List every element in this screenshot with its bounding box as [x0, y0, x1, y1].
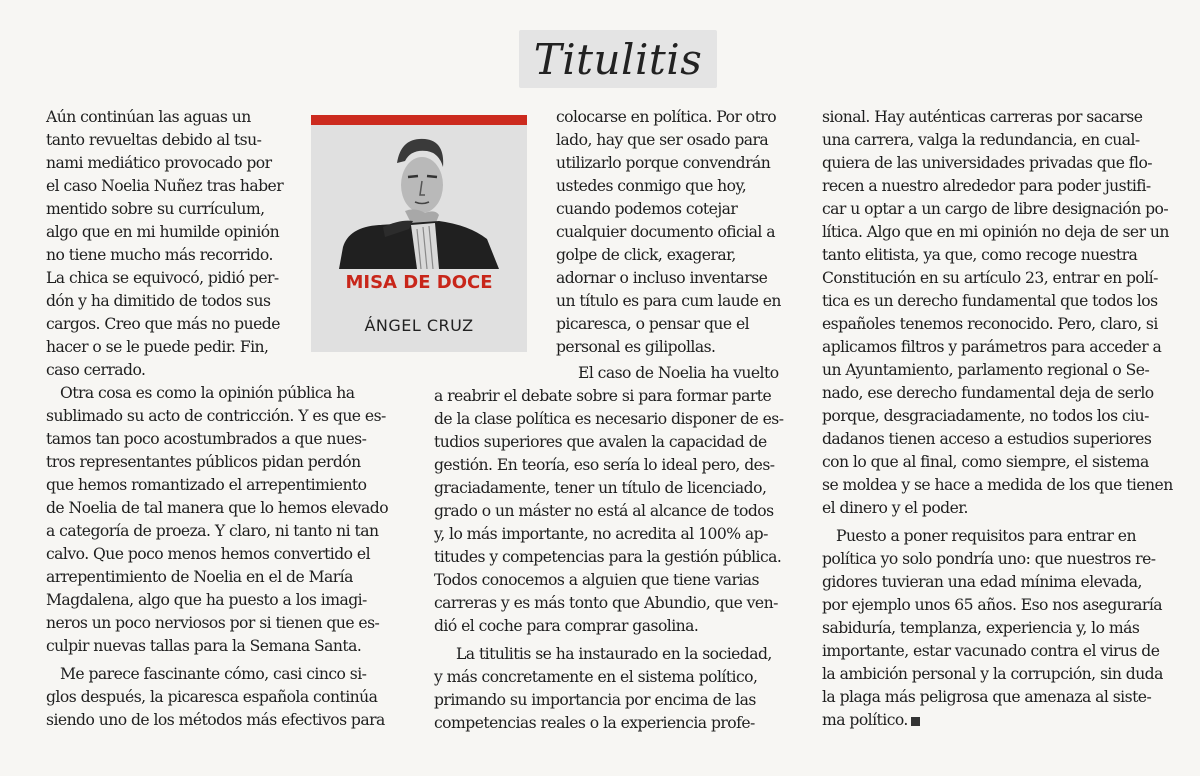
text-line: se moldea y se hace a medida de los que tienen — [822, 476, 1173, 494]
text-line: La titulitis se ha instaurado en la sociedad, — [456, 645, 772, 663]
text-line: El caso de Noelia ha vuelto — [578, 364, 779, 382]
text-line: tanto revueltas debido al tsu- — [46, 131, 262, 149]
text-line: sublimado su acto de contricción. Y es que es- — [46, 407, 386, 425]
text-line: lítica. Algo que en mi opinión no deja de ser un — [822, 223, 1169, 241]
text-line: españoles tenemos reconocido. Pero, claro, si — [822, 315, 1158, 333]
red-accent-bar — [311, 115, 527, 125]
text-line: que hemos romantizado el arrepentimiento — [46, 476, 367, 494]
text-line: gidores tuvieran una edad mínima elevada, — [822, 573, 1142, 591]
text-line: arrepentimiento de Noelia en el de María — [46, 568, 353, 586]
text-line: golpe de click, exagerar, — [556, 246, 736, 264]
text-line: de Noelia de tal manera que lo hemos elevado — [46, 499, 389, 517]
text-line: cualquier documento oficial a — [556, 223, 775, 241]
text-line: nado, ese derecho fundamental deja de serlo — [822, 384, 1154, 402]
text-line: a reabrir el debate sobre si para formar parte — [434, 387, 772, 405]
text-line: mentido sobre su currículum, — [46, 200, 265, 218]
author-name: ÁNGEL CRUZ — [364, 316, 474, 335]
text-line: dadanos tienen acceso a estudios superiores — [822, 430, 1152, 448]
text-line: Aún continúan las aguas un — [46, 108, 251, 126]
text-line: no tiene mucho más recorrido. — [46, 246, 273, 264]
text-line: tanto elitista, ya que, como recoge nuestra — [822, 246, 1138, 264]
text-line: La chica se equivocó, pidió per- — [46, 269, 279, 287]
text-line: adornar o incluso inventarse — [556, 269, 768, 287]
text-line: importante, estar vacunado contra el virus de — [822, 642, 1160, 660]
text-line: por ejemplo unos 65 años. Eso nos aseguraría — [822, 596, 1163, 614]
text-line: el caso Noelia Nuñez tras haber — [46, 177, 284, 195]
text-line: dió el coche para comprar gasolina. — [434, 617, 699, 635]
text-line: y más concretamente en el sistema político, — [434, 668, 758, 686]
text-line: primando su importancia por encima de las — [434, 691, 756, 709]
text-line: hacer o se le puede pedir. Fin, — [46, 338, 269, 356]
text-line: Otra cosa es como la opinión pública ha — [60, 384, 355, 402]
last-text-line — [822, 709, 920, 732]
text-line: grado o un máster no está al alcance de todos — [434, 502, 774, 520]
text-line: algo que en mi humilde opinión — [46, 223, 280, 241]
text-line: quiera de las universidades privadas que flo- — [822, 154, 1153, 172]
text-line: Me parece fascinante cómo, casi cinco si- — [60, 665, 367, 683]
text-line: competencias reales o la experiencia profe- — [434, 714, 755, 732]
text-line: picaresca, o pensar que el — [556, 315, 750, 333]
text-line: lado, hay que ser osado para — [556, 131, 769, 149]
text-line: nami mediático provocado por — [46, 154, 272, 172]
section-label: MISA DE DOCE — [345, 272, 493, 293]
text-line: política yo solo pondría uno: que nuestros re- — [822, 550, 1156, 568]
text-line: un Ayuntamiento, parlamento regional o Se- — [822, 361, 1150, 379]
end-of-article-icon — [911, 717, 920, 726]
text-line: titudes y competencias para la gestión pública. — [434, 548, 782, 566]
text-line: tros representantes públicos pidan perdón — [46, 453, 361, 471]
text-line: tudios superiores que avalen la capacidad de — [434, 433, 767, 451]
text-line: tamos tan poco acostumbrados a que nues- — [46, 430, 367, 448]
text-line: de la clase política es necesario disponer de es- — [434, 410, 784, 428]
text-line: gestión. En teoría, eso sería lo ideal pero, des- — [434, 456, 775, 474]
text-line: utilizarlo porque convendrán — [556, 154, 771, 172]
text-line: el dinero y el poder. — [822, 499, 968, 517]
text-line: cargos. Creo que más no puede — [46, 315, 280, 333]
headline-box — [519, 30, 717, 88]
text-line: personal es gilipollas. — [556, 338, 716, 356]
text-line: tica es un derecho fundamental que todos los — [822, 292, 1158, 310]
author-box — [311, 115, 527, 352]
author-portrait — [339, 129, 499, 269]
text-line: sional. Hay auténticas carreras por sacarse — [822, 108, 1143, 126]
text-line: sabiduría, templanza, experiencia y, lo más — [822, 619, 1140, 637]
text-line: una carrera, valga la redundancia, en cual- — [822, 131, 1140, 149]
text-line: la plaga más peligrosa que amenaza al siste- — [822, 688, 1152, 706]
text-line: colocarse en política. Por otro — [556, 108, 777, 126]
text-line: siendo uno de los métodos más efectivos para — [46, 711, 385, 729]
text-line: Todos conocemos a alguien que tiene varias — [434, 571, 760, 589]
text-line-content: ma político. — [822, 711, 908, 729]
text-line: ustedes conmigo que hoy, — [556, 177, 747, 195]
text-line: calvo. Que poco menos hemos convertido el — [46, 545, 371, 563]
text-line: la ambición personal y la corrupción, sin duda — [822, 665, 1163, 683]
text-line: aplicamos filtros y parámetros para acceder a — [822, 338, 1162, 356]
text-line: culpir nuevas tallas para la Semana Santa. — [46, 637, 362, 655]
text-line: Puesto a poner requisitos para entrar en — [836, 527, 1136, 545]
text-line: cuando podemos cotejar — [556, 200, 738, 218]
text-line: porque, desgraciadamente, no todos los ciu- — [822, 407, 1149, 425]
headline: Titulitis — [533, 34, 703, 84]
text-line: graciadamente, tener un título de licenciado, — [434, 479, 767, 497]
text-line: recen a nuestro alrededor para poder justifi- — [822, 177, 1151, 195]
text-line: neros un poco nerviosos por si tienen que es- — [46, 614, 380, 632]
text-line: caso cerrado. — [46, 361, 146, 379]
text-line: Constitución en su artículo 23, entrar en polí- — [822, 269, 1158, 287]
text-line: carreras y es más tonto que Abundio, que ven- — [434, 594, 778, 612]
text-line: dón y ha dimitido de todos sus — [46, 292, 271, 310]
text-line: Magdalena, algo que ha puesto a los imagi- — [46, 591, 367, 609]
text-line: con lo que al final, como siempre, el sistema — [822, 453, 1149, 471]
text-line: un título es para cum laude en — [556, 292, 781, 310]
text-line: a categoría de proeza. Y claro, ni tanto ni tan — [46, 522, 379, 540]
text-line: glos después, la picaresca española continúa — [46, 688, 378, 706]
text-line: y, lo más importante, no acredita al 100% ap- — [434, 525, 768, 543]
text-line: car u optar a un cargo de libre designación po- — [822, 200, 1169, 218]
